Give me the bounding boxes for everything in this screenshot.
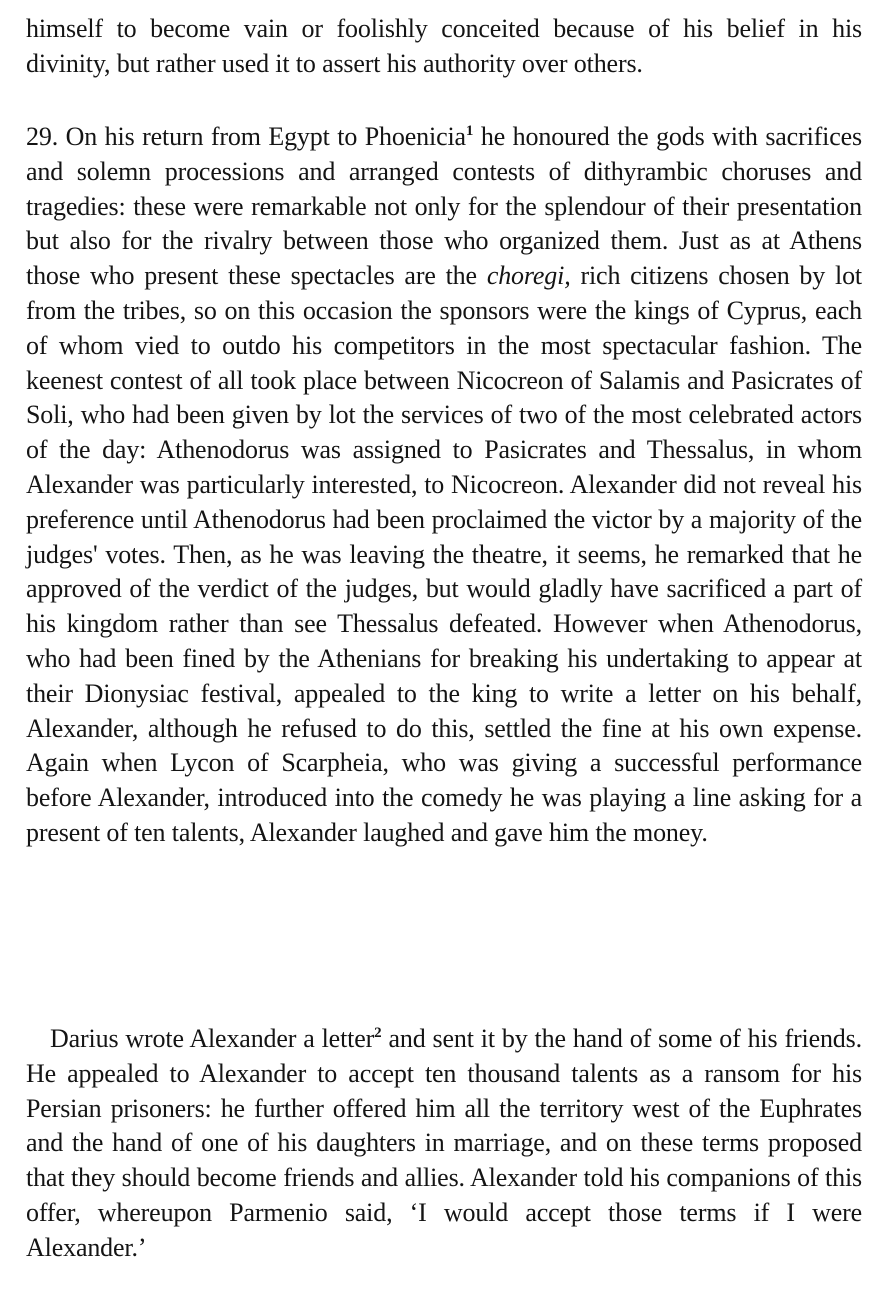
section-29-text-part1: On his return from Egypt to Phoenicia xyxy=(65,122,466,151)
section-29-paragraph xyxy=(26,120,862,851)
footnote-marker-2[interactable]: 2 xyxy=(374,1025,382,1041)
section-29-text-part2: he honoured the gods with sacrifices and solemn processions and arranged contests of dithyrambic choruses and tragedies: these were remarkable not only for the splendour of their presentation but also for the rivalry between those who organized them. Just as at Athens those who present these spectacles are the xyxy=(26,122,862,291)
darius-paragraph xyxy=(26,1022,862,1266)
section-number: 29. xyxy=(26,122,59,151)
darius-text-part1: Darius wrote Alexander a letter xyxy=(50,1024,375,1053)
footnote-marker-1[interactable]: 1 xyxy=(465,123,474,139)
continued-paragraph: himself to become vain or foolishly conceited because of his belief in his divinity, but rather used it to assert his authority over others. xyxy=(26,14,862,78)
choregi-term: choregi, xyxy=(486,261,571,291)
darius-text-part2: and sent it by the hand of some of his friends. He appealed to Alexander to accept ten thousand talents as a ransom for his Persian prisoners: he further offered him all the territory west of the Euphrates and the hand of one of his daughters in marriage, and on these terms proposed that they should become friends and allies. Alexander told his companions of this offer, whereupon Parmenio said, ‘I would accept those terms if I were Alexander.’ xyxy=(26,1024,862,1262)
section-29-text-part3: rich citizens chosen by lot from the tribes, so on this occasion the sponsors were the kings of Cyprus, each of whom vied to outdo his competitors in the most spectacular fashion. The keenest contest of all took place between Nicocreon of Salamis and Pasicrates of Soli, who had been given by lot the services of two of the most celebrated actors of the day: Athenodorus was assigned to Pasicrates and Thessalus, in whom Alexander was particularly interested, to Nicocreon. Alexander did not reveal his preference until Athenodorus had been proclaimed the victor by a majority of the judges' votes. Then, as he was leaving the theatre, it seems, he remarked that he approved of the verdict of the judges, but would gladly have sacrificed a part of his kingdom rather than see Thessalus defeated. However when Athenodorus, who had been fined by the Athenians for breaking his undertaking to appear at their Dionysiac festival, appealed to the king to write a letter on his behalf, Alexander, although he refused to do this, settled the fine at his own expense. Again when Lycon of Scarpheia, who was giving a successful performance before Alexander, introduced into the comedy he was playing a line asking for a present of ten talents, Alexander laughed and gave him the money. xyxy=(26,261,863,847)
